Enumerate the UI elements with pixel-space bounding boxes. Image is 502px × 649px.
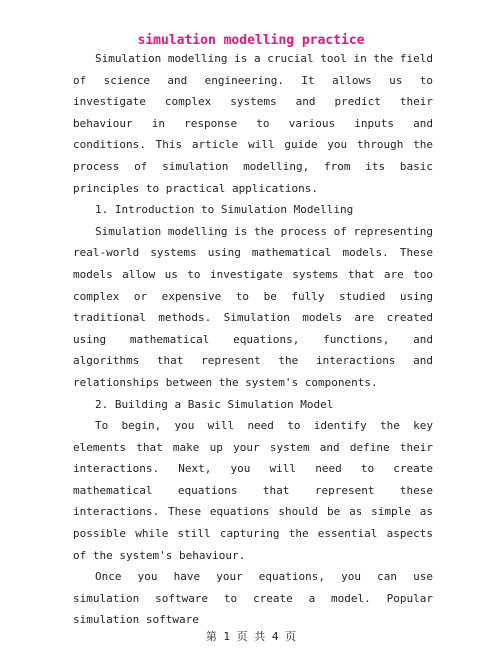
document-body [73,48,433,631]
document-title: simulation modelling practice [137,33,365,48]
paragraph-intro: Simulation modelling is a crucial tool in the field of science and engineering. It allows us to investigate complex systems and predict their behaviour in response to various inputs and conditions. This article will guide you through the process of simulation modelling, from its basic principles to practical applications. [73,52,433,195]
paragraph-section-1: Simulation modelling is the process of representing real-world systems using mathematical models. These models allow us to investigate systems that are too complex or expensive to be fully studied using traditional methods. Simulation models are created using mathematical equations, functions, and algorithms that represent the interactions and relationships between the system's components. [73,224,433,389]
paragraph-section-2: To begin, you will need to identify the key elements that make up your system and define their interactions. Next, you will need to create mathematical equations that represent these interactions. These equations should be as simple as possible while still capturing the essential aspects of the system's behaviour. [73,419,433,562]
page-footer: 第 1 页 共 4 页 [205,630,297,643]
section-heading-2: 2. Building a Basic Simulation Model [95,397,334,411]
section-heading-1: 1. Introduction to Simulation Modelling [95,203,354,217]
paragraph-section-2-continued: Once you have your equations, you can use simulation software to create a model. Popular simulation software [73,570,433,627]
